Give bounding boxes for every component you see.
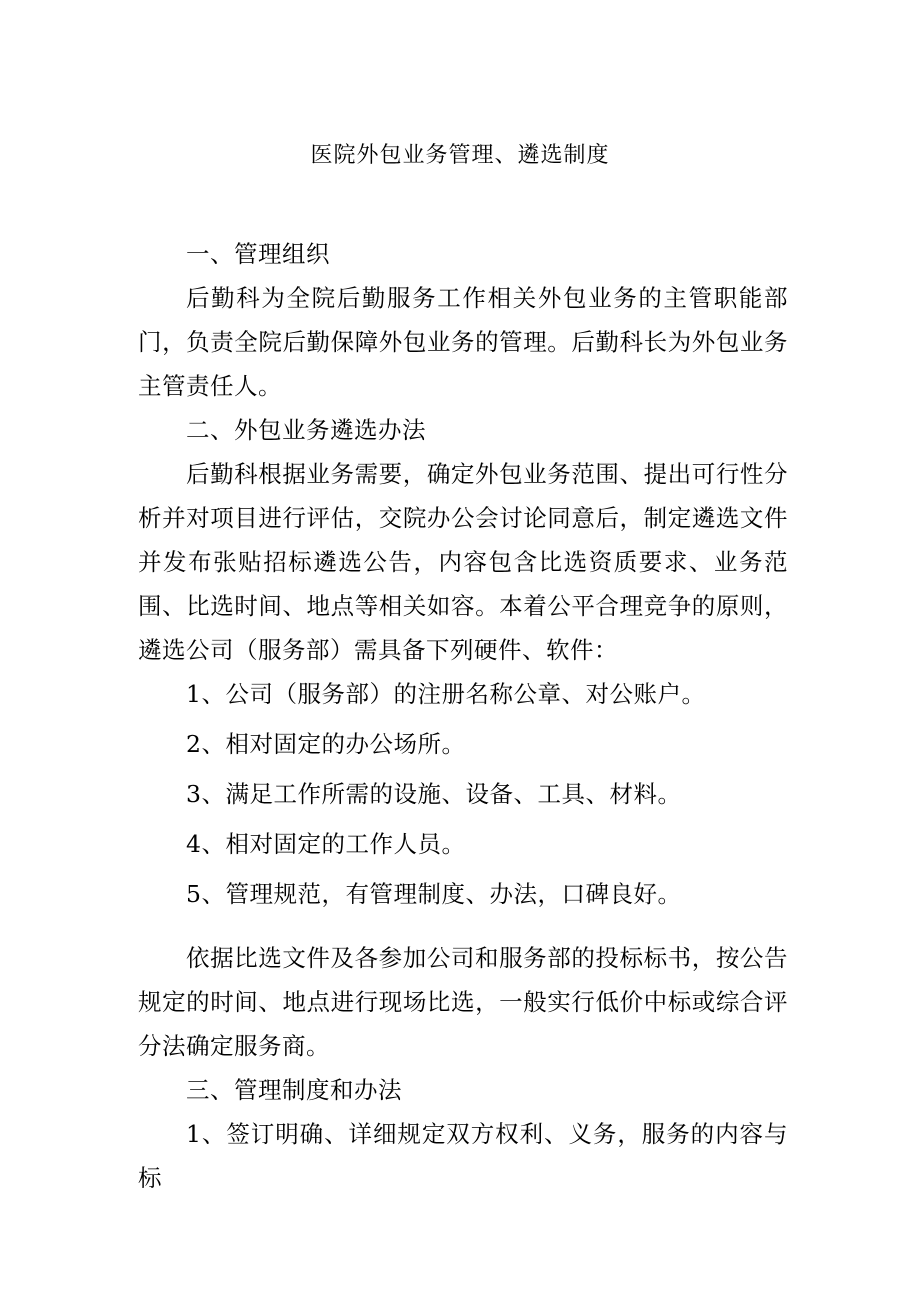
section-2-paragraph: 后勤科根据业务需要，确定外包业务范围、提出可行性分析并对项目进行评估，交院办公会讨论同意后，制定遴选文件并发布张贴招标遴选公告，内容包含比选资质要求、业务范围、比选时间、地点等相关如容。本着公平合理竞争的原则，遴选公司（服务部）需具备下列硬件、软件：: [138, 460, 788, 664]
section-3-heading: 三、管理制度和办法: [186, 1076, 402, 1104]
section-1-heading: 一、管理组织: [186, 240, 330, 268]
requirement-item-3: 3、满足工作所需的设施、设备、工具、材料。: [186, 780, 682, 808]
document-title: 医院外包业务管理、遴选制度: [310, 143, 610, 168]
requirement-item-2: 2、相对固定的办公场所。: [186, 730, 466, 758]
section-2-heading: 二、外包业务遴选办法: [186, 416, 426, 444]
document-body: [138, 232, 788, 1200]
section-3-item-1: 1、签订明确、详细规定双方权利、义务，服务的内容与标: [138, 1120, 788, 1192]
section-2-closing-paragraph: 依据比选文件及各参加公司和服务部的投标标书，按公告规定的时间、地点进行现场比选，一般实行低价中标或综合评分法确定服务商。: [138, 944, 788, 1060]
requirement-item-1: 1、公司（服务部）的注册名称公章、对公账户。: [186, 680, 706, 708]
requirement-item-5: 5、管理规范，有管理制度、办法，口碑良好。: [186, 880, 682, 908]
section-1-paragraph: 后勤科为全院后勤服务工作相关外包业务的主管职能部门，负责全院后勤保障外包业务的管理。后勤科长为外包业务主管责任人。: [138, 284, 788, 400]
paragraph-gap: [138, 922, 788, 936]
requirement-item-4: 4、相对固定的工作人员。: [186, 830, 466, 858]
